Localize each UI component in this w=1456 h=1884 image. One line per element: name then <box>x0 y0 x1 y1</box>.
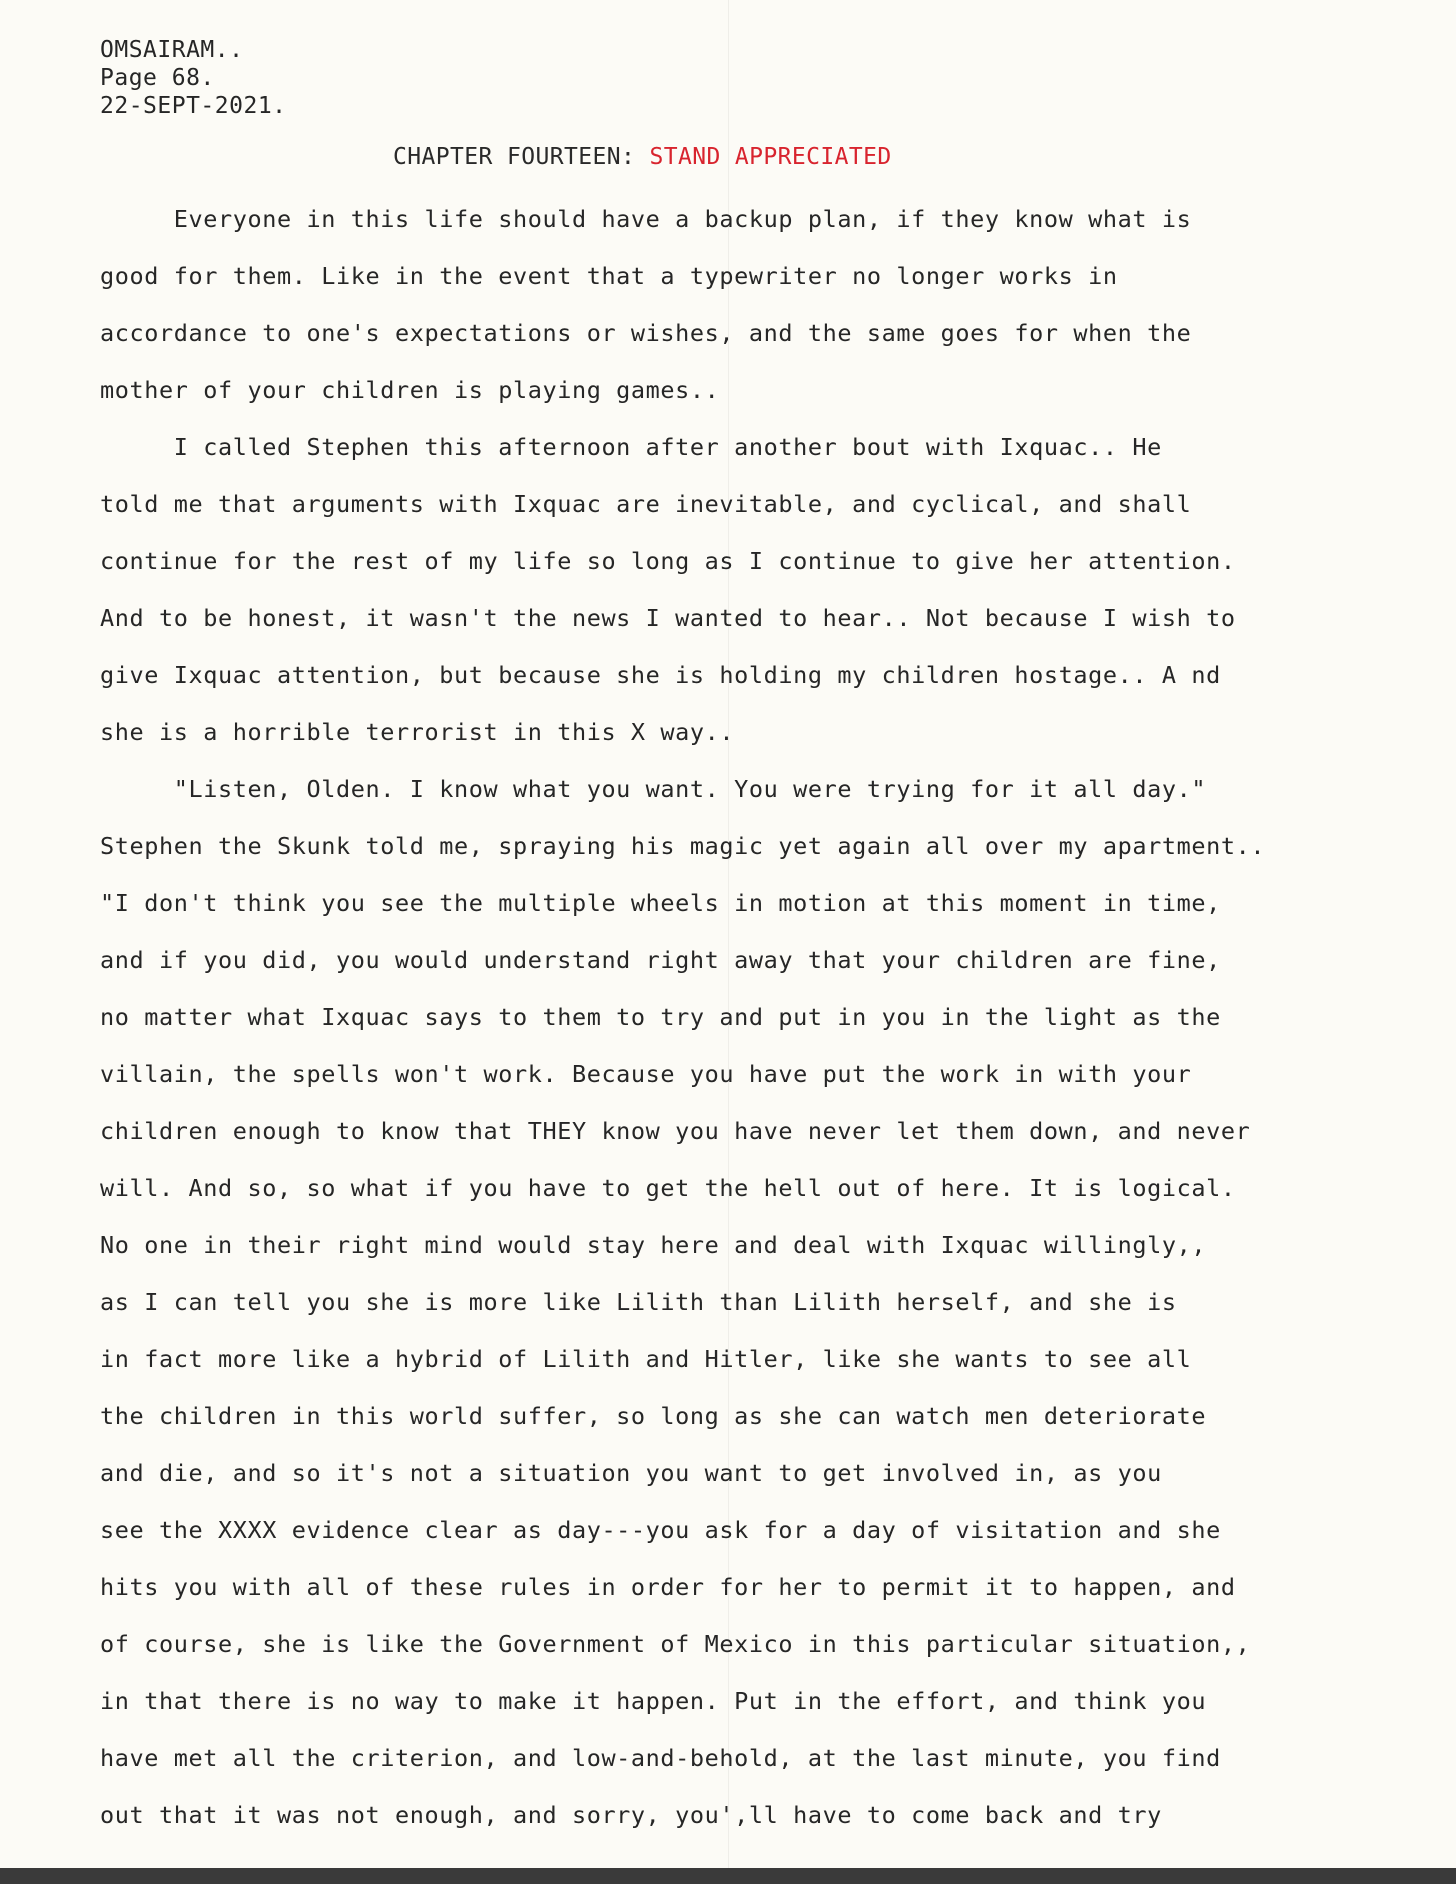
body-line: will. And so, so what if you have to get the hell out of here. It is logical. <box>100 1174 1236 1202</box>
body-line: no matter what Ixquac says to them to try and put in you in the light as the <box>100 1003 1221 1031</box>
body-line: and die, and so it's not a situation you want to get involved in, as you <box>100 1459 1162 1487</box>
body-line: No one in their right mind would stay here and deal with Ixquac willingly,, <box>100 1231 1207 1259</box>
body-line: I called Stephen this afternoon after another bout with Ixquac.. He <box>100 433 1162 461</box>
body-line: as I can tell you she is more like Lilith than Lilith herself, and she is <box>100 1288 1177 1316</box>
page-number: Page 68. <box>100 65 215 91</box>
chapter-label: CHAPTER FOURTEEN: <box>393 144 650 170</box>
body-line: And to be honest, it wasn't the news I wanted to hear.. Not because I wish to <box>100 604 1236 632</box>
body-line: accordance to one's expectations or wishes, and the same goes for when the <box>100 319 1192 347</box>
body-line: mother of your children is playing games.. <box>100 376 720 404</box>
body-line: see the XXXX evidence clear as day---you ask for a day of visitation and she <box>100 1516 1221 1544</box>
body-line: children enough to know that THEY know you have never let them down, and never <box>100 1117 1251 1145</box>
body-line: Stephen the Skunk told me, spraying his magic yet again all over my apartment.. <box>100 832 1266 860</box>
body-line: villain, the spells won't work. Because you have put the work in with your <box>100 1060 1192 1088</box>
body-line: give Ixquac attention, but because she is holding my children hostage.. A nd <box>100 661 1221 689</box>
header-title: OMSAIRAM.. <box>100 37 244 63</box>
body-line: have met all the criterion, and low-and-behold, at the last minute, you find <box>100 1744 1221 1772</box>
body-line: hits you with all of these rules in order for her to permit it to happen, and <box>100 1573 1236 1601</box>
body-line: and if you did, you would understand right away that your children are fine, <box>100 946 1221 974</box>
body-line: "I don't think you see the multiple wheels in motion at this moment in time, <box>100 889 1221 917</box>
body-line: good for them. Like in the event that a typewriter no longer works in <box>100 262 1118 290</box>
body-line: told me that arguments with Ixquac are inevitable, and cyclical, and shall <box>100 490 1192 518</box>
scan-bottom-edge <box>0 1868 1456 1884</box>
page-date: 22-SEPT-2021. <box>100 93 287 119</box>
body-line: she is a horrible terrorist in this X way.. <box>100 718 735 746</box>
page-header <box>100 36 287 120</box>
body-line: "Listen, Olden. I know what you want. You were trying for it all day." <box>100 775 1207 803</box>
chapter-heading <box>393 144 892 170</box>
body-line: in fact more like a hybrid of Lilith and Hitler, like she wants to see all <box>100 1345 1192 1373</box>
body-line: in that there is no way to make it happen. Put in the effort, and think you <box>100 1687 1207 1715</box>
body-line: Everyone in this life should have a backup plan, if they know what is <box>100 205 1192 233</box>
body-line: the children in this world suffer, so long as she can watch men deteriorate <box>100 1402 1207 1430</box>
body-line: of course, she is like the Government of Mexico in this particular situation,, <box>100 1630 1251 1658</box>
body-line: continue for the rest of my life so long as I continue to give her attention. <box>100 547 1236 575</box>
body-text <box>100 202 1440 1855</box>
body-line: out that it was not enough, and sorry, you',ll have to come back and try <box>100 1801 1162 1829</box>
chapter-title: STAND APPRECIATED <box>649 144 892 170</box>
